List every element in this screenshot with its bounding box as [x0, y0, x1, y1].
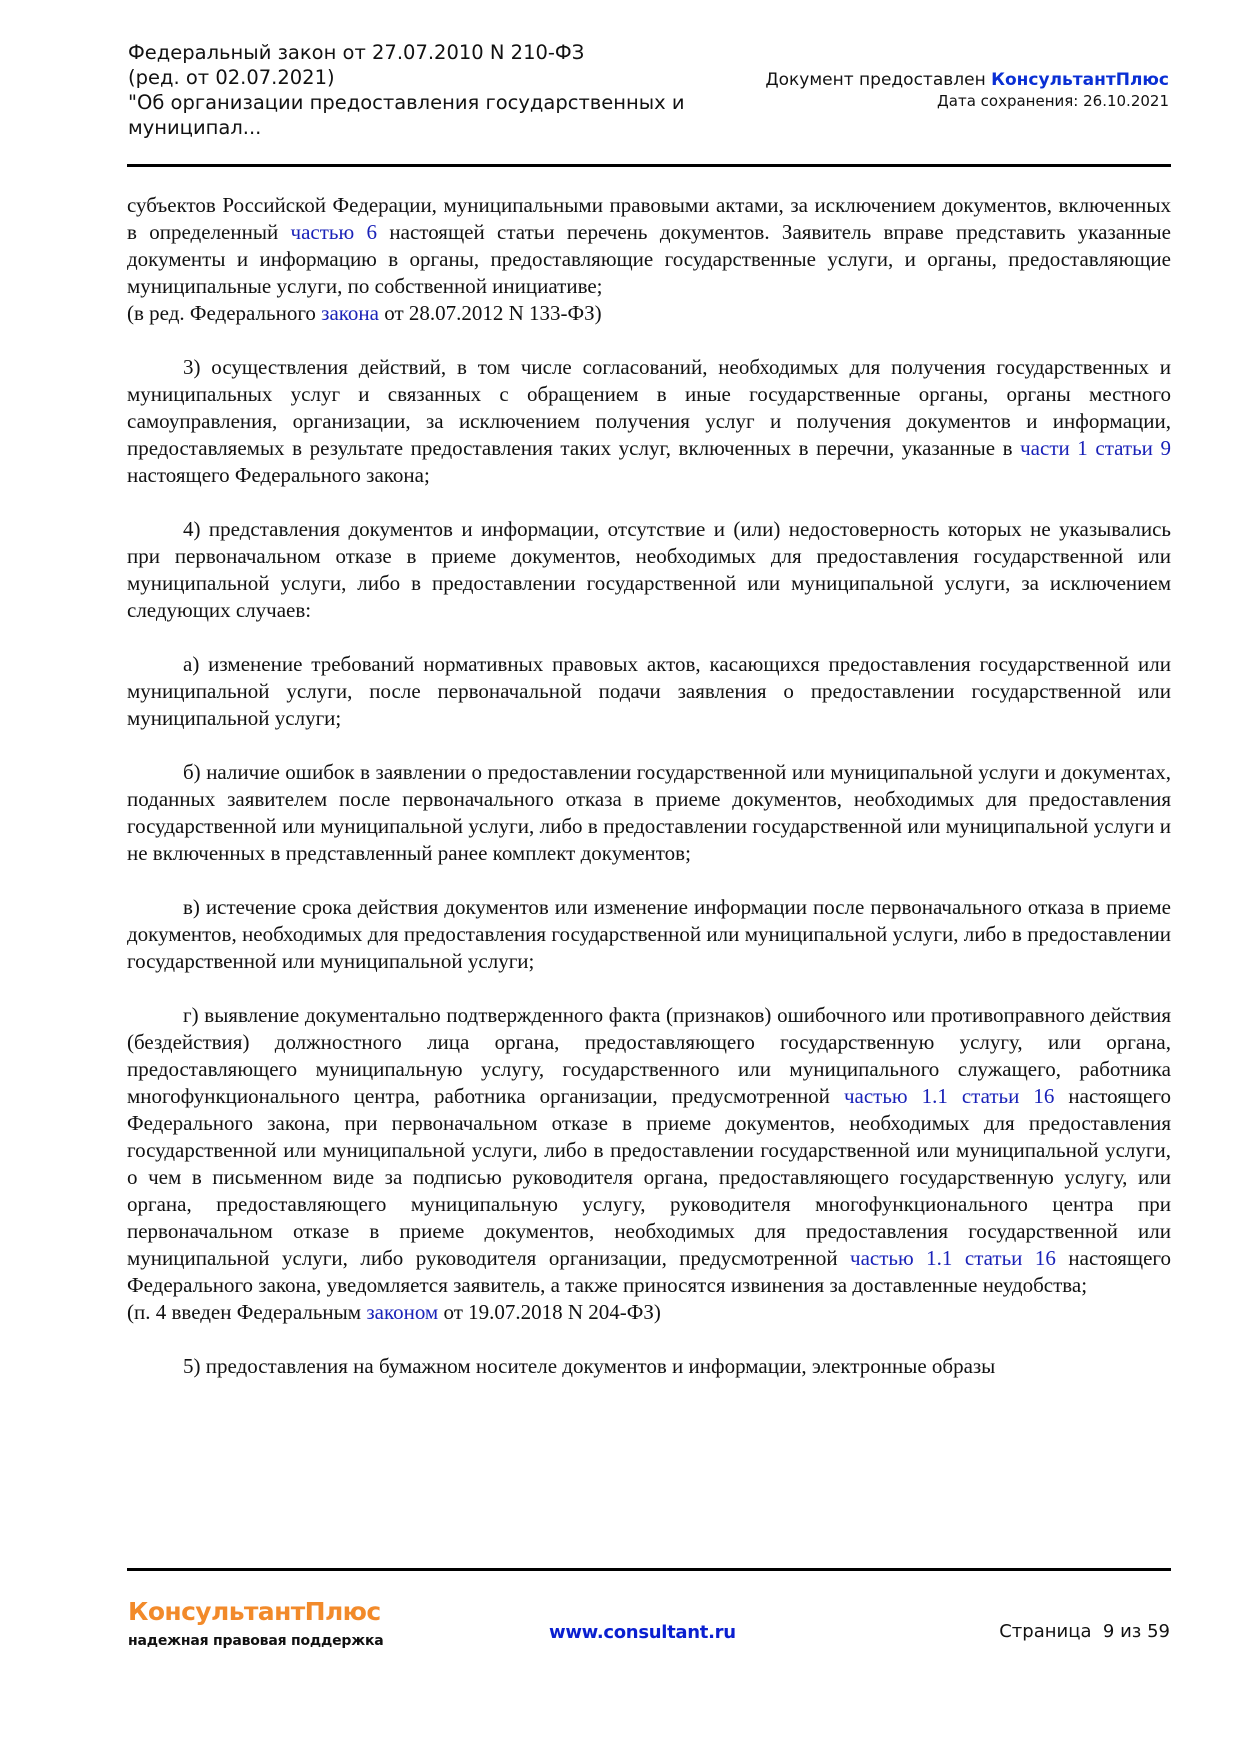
text: (п. 4 введен Федеральным	[127, 1300, 367, 1324]
paragraph-item-4: 4) представления документов и информации, отсутствие и (или) недостоверность которых не указывались при первоначальном отказе в приеме документов, необходимых для предоставления государственной или муниципальной услуги, либо в предоставлении государственной или муниципальной услуги, за исключением следующих случаев:	[127, 517, 1171, 622]
text: от 19.07.2018 N 204-ФЗ)	[438, 1300, 661, 1324]
text: (в ред. Федерального	[127, 301, 322, 325]
document-title-line: Федеральный закон от 27.07.2010 N 210-ФЗ	[128, 41, 585, 64]
revision-note	[127, 300, 1171, 327]
revision-note	[127, 1299, 1171, 1326]
document-body	[127, 192, 1171, 1380]
provided-by	[765, 69, 1169, 91]
link-part-1-1-article-16[interactable]: частью 1.1 статьи 16	[850, 1246, 1056, 1270]
paragraph-item-a: а) изменение требований нормативных правовых актов, касающихся предоставления государственной или муниципальной услуги, после первоначальной подачи заявления о предоставлении государственной или муниципальной услуги;	[127, 652, 1171, 730]
save-date: Дата сохранения: 26.10.2021	[937, 92, 1169, 110]
header-divider	[127, 164, 1171, 167]
page-number: Страница 9 из 59	[999, 1621, 1170, 1642]
document-revision-line: (ред. от 02.07.2021)	[128, 66, 335, 89]
text: г) выявление документально подтвержденного факта (признаков) ошибочного или противоправного действия (бездействия) должностного лица органа, предоставляющего государственную услугу, или органа, предоставляющего муниципальную услугу, государственного или муниципального служащего, работника многофункционального центра, работника организации, предусмотренной	[127, 1003, 1171, 1108]
paragraph-item-3	[127, 354, 1171, 489]
footer-divider	[127, 1568, 1171, 1571]
text: настоящей статьи перечень документов. Заявитель вправе представить указанные документы и информацию в органы, предоставляющие государственные услуги, и органы, предоставляющие муниципальные услуги, по собственной инициативе;	[127, 220, 1171, 298]
paragraph-item-b: б) наличие ошибок в заявлении о предоставлении государственной или муниципальной услуги и документах, поданных заявителем после первоначального отказа в приеме документов, необходимых для предоставления государственной или муниципальной услуги, либо в предоставлении государственной или муниципальной услуги и не включенных в представленный ранее комплект документов;	[127, 760, 1171, 865]
provider-info	[765, 69, 1169, 111]
paragraph-item-v: в) истечение срока действия документов или изменение информации после первоначального отказа в приеме документов, необходимых для предоставления государственной или муниципальной услуги, либо в предоставлении государственной или муниципальной услуги;	[127, 895, 1171, 973]
document-title-block	[128, 40, 688, 140]
footer-website-link[interactable]: www.consultant.ru	[549, 1622, 736, 1643]
text: 3) осуществления действий, в том числе согласований, необходимых для получения государственных и муниципальных услуг и связанных с обращением в иные государственные органы, органы местного самоуправления, организации, за исключением получения услуг и получения документов и информации, предоставляемых в результате предоставления таких услуг, включенных в перечни, указанные в	[127, 355, 1171, 460]
footer-brand-logo: КонсультантПлюс	[128, 1597, 381, 1626]
document-title-line: муниципал...	[128, 116, 262, 139]
paragraph-item-5: 5) предоставления на бумажном носителе документов и информации, электронные образы	[183, 1354, 996, 1378]
link-part-1-article-9[interactable]: части 1 статьи 9	[1020, 436, 1171, 460]
provider-brand-link[interactable]: КонсультантПлюс	[991, 70, 1169, 90]
text: настоящего Федерального закона, при первоначальном отказе в приеме документов, необходимых для предоставления государственной или муниципальной услуги, либо в предоставлении государственной или муниципальной услуги, о чем в письменном виде за подписью руководителя органа, предоставляющего государственную услугу, или органа, предоставляющего муниципальную услугу, руководителя многофункционального центра при первоначальном отказе в приеме документов, необходимых для предоставления государственной или муниципальной услуги, либо руководителя организации, предусмотренной	[127, 1084, 1172, 1270]
link-law-133fz[interactable]: закона	[321, 301, 379, 325]
link-part-1-1-article-16[interactable]: частью 1.1 статьи 16	[843, 1084, 1055, 1108]
paragraph	[127, 192, 1171, 300]
footer-tagline: надежная правовая поддержка	[128, 1633, 384, 1649]
paragraph-item-g	[127, 1002, 1171, 1299]
document-title-line: "Об организации предоставления государственных и	[128, 91, 685, 114]
text: настоящего Федерального закона, уведомляется заявитель, а также приносятся извинения за доставленные неудобства;	[127, 1246, 1172, 1297]
text: настоящего Федерального закона;	[127, 463, 430, 487]
link-law-204fz[interactable]: законом	[366, 1300, 439, 1324]
provided-by-label: Документ предоставлен	[765, 70, 992, 90]
text: от 28.07.2012 N 133-ФЗ)	[378, 301, 602, 325]
text: субъектов Российской Федерации, муниципальными правовыми актами, за исключением документов, включенных в определенный	[127, 193, 1171, 244]
link-part-6[interactable]: частью 6	[290, 220, 378, 244]
